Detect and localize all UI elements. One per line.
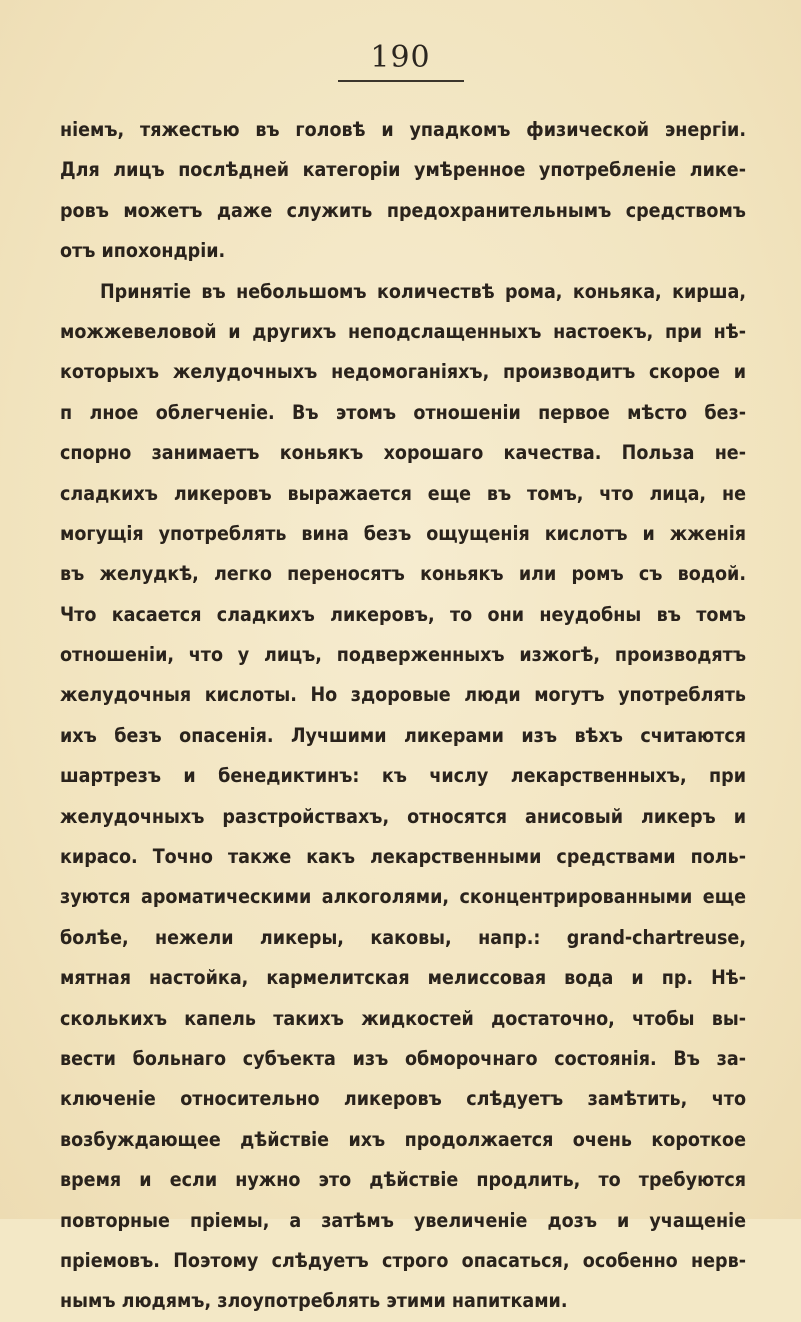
text-line: мятная настойка, кармелитская мелиссовая вода и пр. Нѣ-: [60, 966, 746, 990]
text-line: нымъ людямъ, злоупотреблять этими напитками.: [60, 1289, 568, 1313]
text-line: желудочныя кислоты. Но здоровые люди могутъ употреблять: [60, 683, 746, 707]
text-line: шартрезъ и бенедиктинъ: къ числу лекарственныхъ, при: [60, 764, 746, 788]
text-line: ключеніе относительно ликеровъ слѣдуетъ замѣтить, что: [60, 1087, 746, 1111]
text-line: вести больнаго субъекта изъ обморочнаго состоянія. Въ за-: [60, 1046, 746, 1070]
body-text: [60, 110, 746, 1322]
text-line: спорно занимаетъ коньякъ хорошаго качества. Польза не-: [60, 441, 746, 465]
text-line: кирасо. Точно также какъ лекарственными средствами поль-: [60, 845, 746, 869]
text-line: сколькихъ капель такихъ жидкостей достаточно, чтобы вы-: [60, 1006, 746, 1030]
text-line: повторные пріемы, а затѣмъ увеличеніе дозъ и учащеніе: [60, 1208, 746, 1232]
text-line: сладкихъ ликеровъ выражается еще въ томъ, что лица, не: [60, 481, 746, 505]
text-line: отношеніи, что у лицъ, подверженныхъ изжогѣ, производятъ: [60, 643, 746, 667]
page-number: 190: [370, 40, 431, 75]
text-line: желудочныхъ разстройствахъ, относятся анисовый ликеръ и: [60, 804, 746, 828]
text-line: ихъ безъ опасенія. Лучшими ликерами изъ вѣхъ считаются: [60, 723, 746, 747]
text-line: ровъ можетъ даже служить предохранительнымъ средствомъ: [60, 198, 746, 222]
text-line: которыхъ желудочныхъ недомоганіяхъ, производитъ скорое и: [60, 360, 746, 384]
text-line: ніемъ, тяжестью въ головѣ и упадкомъ физической энергіи.: [60, 118, 746, 141]
text-line: болѣе, нежели ликеры, каковы, напр.: grand-chartreuse,: [60, 925, 746, 949]
text-line: могущія употреблять вина безъ ощущенія кислотъ и жженія: [60, 521, 746, 545]
text-line: Для лицъ послѣдней категоріи умѣренное употребленіе лике-: [60, 158, 746, 182]
text-line: отъ ипохондріи.: [60, 239, 226, 263]
text-line: Что касается сладкихъ ликеровъ, то они неудобны въ томъ: [60, 602, 746, 626]
header-rule: [338, 80, 464, 82]
text-line: п лное облегченіе. Въ этомъ отношеніи первое мѣсто без-: [60, 400, 746, 424]
text-line: возбуждающее дѣйствіе ихъ продолжается очень короткое: [60, 1127, 746, 1151]
text-line: можжевеловой и другихъ неподслащенныхъ настоекъ, при нѣ-: [60, 319, 746, 343]
text-line: время и если нужно это дѣйствіе продлить, то требуются: [60, 1168, 746, 1192]
text-line: Принятіе въ небольшомъ количествѣ рома, коньяка, кирша,: [100, 279, 746, 303]
text-line: пріемовъ. Поэтому слѣдуетъ строго опасаться, особенно нерв-: [60, 1248, 746, 1272]
text-line: зуются ароматическими алкоголями, сконцентрированными еще: [60, 885, 746, 909]
text-line: въ желудкѣ, легко переносятъ коньякъ или ромъ съ водой.: [60, 562, 746, 586]
